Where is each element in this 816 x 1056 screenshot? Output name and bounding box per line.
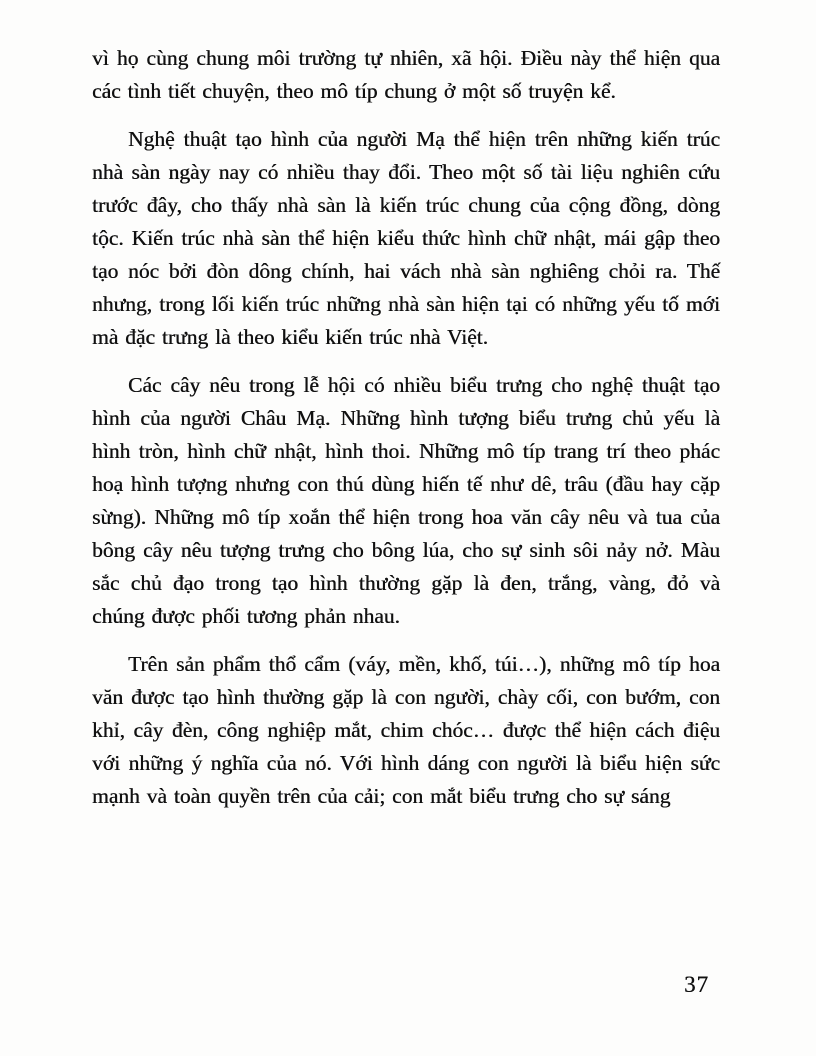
page-number: 37 (684, 972, 709, 997)
body-text (92, 42, 720, 828)
paragraph-continuation: vì họ cùng chung môi trường tự nhiên, xã hội. Điều này thể hiện qua các tình tiết chuyện, theo mô típ chung ở một số truyện kể. (92, 46, 720, 103)
paragraph: Các cây nêu trong lễ hội có nhiều biểu trưng cho nghệ thuật tạo hình của người Châu Mạ. Những hình tượng biểu trưng chủ yếu là hình tròn, hình chữ nhật, hình thoi. Những mô típ trang trí theo phác hoạ hình tượng nhưng con thú dùng hiến tế như dê, trâu (đầu hay cặp sừng). Những mô típ xoắn thể hiện trong hoa văn cây nêu và tua của bông cây nêu tượng trưng cho bông lúa, cho sự sinh sôi nảy nở. Màu sắc chủ đạo trong tạo hình thường gặp là đen, trắng, vàng, đỏ và chúng được phối tương phản nhau. (92, 373, 720, 628)
paragraph: Nghệ thuật tạo hình của người Mạ thể hiện trên những kiến trúc nhà sàn ngày nay có nhiều thay đổi. Theo một số tài liệu nghiên cứu trước đây, cho thấy nhà sàn là kiến trúc chung của cộng đồng, dòng tộc. Kiến trúc nhà sàn thể hiện kiểu thức hình chữ nhật, mái gập theo tạo nóc bởi đòn dông chính, hai vách nhà sàn nghiêng chỏi ra. Thế nhưng, trong lối kiến trúc những nhà sàn hiện tại có những yếu tố mới mà đặc trưng là theo kiểu kiến trúc nhà Việt. (92, 127, 720, 349)
paragraph: Trên sản phẩm thổ cẩm (váy, mền, khố, túi…), những mô típ hoa văn được tạo hình thường gặp là con người, chày cối, con bướm, con khỉ, cây đèn, công nghiệp mắt, chim chóc… được thể hiện cách điệu với những ý nghĩa của nó. Với hình dáng con người là biểu hiện sức mạnh và toàn quyền trên của cải; con mắt biểu trưng cho sự sáng (92, 652, 720, 808)
